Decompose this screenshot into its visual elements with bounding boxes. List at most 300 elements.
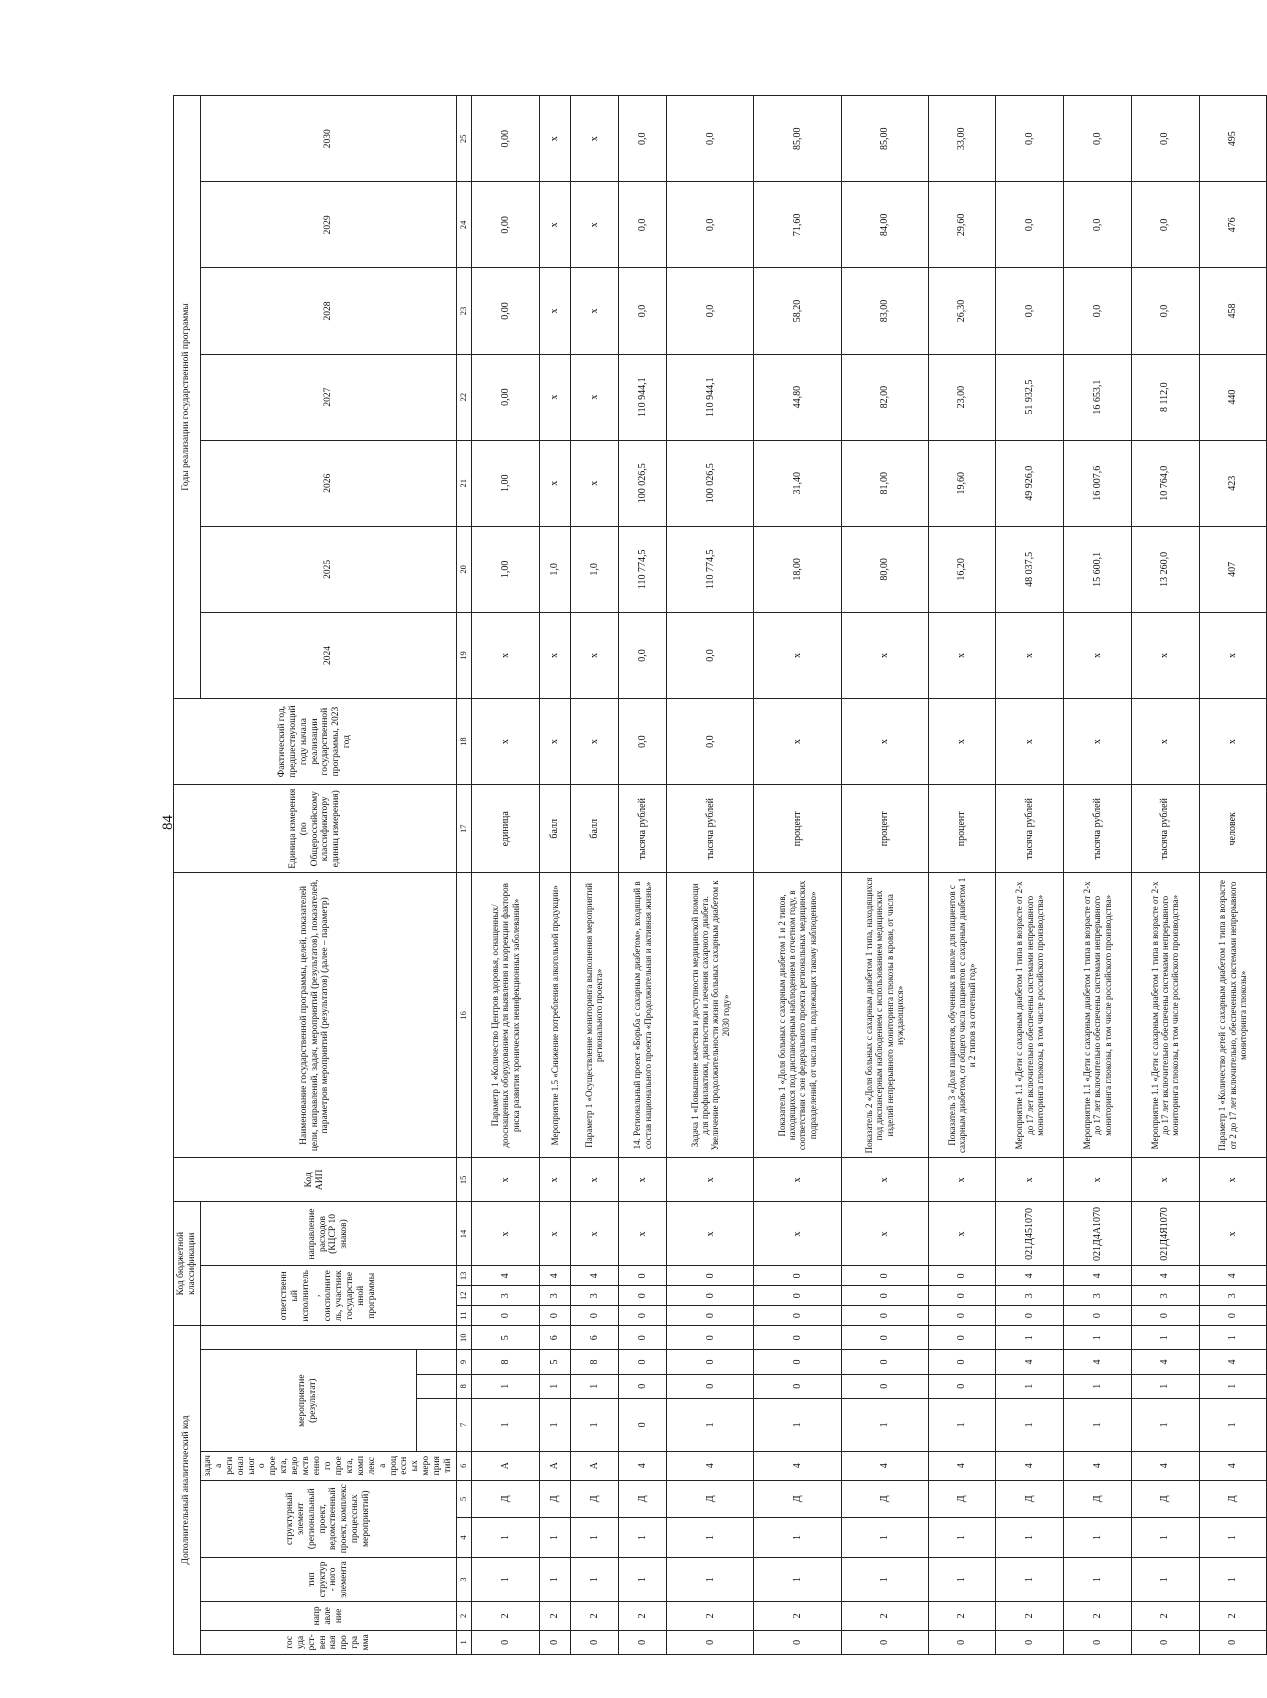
year-value: 33,00	[928, 96, 996, 182]
column-number: 12	[457, 1286, 472, 1306]
year-value: 71,60	[754, 182, 841, 268]
code-cell: х	[1064, 1158, 1132, 1202]
header-measure-sub-1	[416, 1398, 456, 1451]
year-value: х	[570, 440, 618, 526]
row-name: Мероприятие 1.1 «Дети с сахарным диабетом 1 типа в возрасте от 2-х до 17 лет включительно обеспечены системами непрерывного мониторинга глюкозы, в том числе российского производства»	[1131, 873, 1199, 1158]
year-value: 51 932,5	[996, 354, 1064, 440]
header-year-2026: 2026	[200, 440, 456, 526]
code-cell: Д	[472, 1480, 540, 1518]
column-number: 23	[457, 268, 472, 354]
column-number: 20	[457, 526, 472, 612]
year-value: 0,0	[1131, 182, 1199, 268]
row-base-value: х	[472, 699, 540, 785]
code-cell: 1	[570, 1518, 618, 1558]
code-cell: х	[619, 1202, 667, 1266]
row-unit: единица	[472, 785, 540, 873]
code-cell: 4	[1064, 1266, 1132, 1286]
code-cell: А	[570, 1451, 618, 1480]
code-cell: 4	[539, 1266, 570, 1286]
code-cell: 0	[754, 1266, 841, 1286]
code-cell: 8	[570, 1350, 618, 1374]
code-cell: 0	[841, 1266, 928, 1286]
code-cell: Д	[619, 1480, 667, 1518]
code-cell: 0	[539, 1306, 570, 1326]
year-value: 31,40	[754, 440, 841, 526]
code-cell: 4	[1131, 1266, 1199, 1286]
year-value: 0,00	[472, 182, 540, 268]
code-cell: 1	[570, 1557, 618, 1601]
header-gp: государст- венная программа	[200, 1630, 456, 1654]
year-value: 110 944,1	[667, 354, 754, 440]
year-value: 16 653,1	[1064, 354, 1132, 440]
code-cell: 0	[619, 1326, 667, 1350]
code-cell: 1	[996, 1326, 1064, 1350]
code-cell: 0	[1199, 1306, 1267, 1326]
header-base-year: Фактический год, предшествующий году начала реализации государственной программы, 2023 год	[174, 699, 457, 785]
column-number: 6	[457, 1451, 472, 1480]
code-cell: 1	[996, 1518, 1064, 1558]
code-cell: х	[472, 1158, 540, 1202]
year-value: 0,0	[619, 182, 667, 268]
year-value: 0,0	[667, 268, 754, 354]
year-value: 0,00	[472, 268, 540, 354]
code-cell: Д	[667, 1480, 754, 1518]
code-cell: 3	[1131, 1286, 1199, 1306]
header-year-2029: 2029	[200, 182, 456, 268]
code-cell: 4	[1064, 1350, 1132, 1374]
table-row	[1131, 96, 1199, 1655]
code-cell: х	[754, 1202, 841, 1266]
year-value: 0,0	[619, 268, 667, 354]
table-row	[472, 96, 540, 1655]
code-cell: 1	[1064, 1374, 1132, 1398]
year-value: 49 926,0	[996, 440, 1064, 526]
row-base-value: х	[996, 699, 1064, 785]
header-year-2030: 2030	[200, 96, 456, 182]
code-cell: 0	[754, 1286, 841, 1306]
code-cell: 0	[619, 1630, 667, 1654]
header-year-2024: 2024	[200, 612, 456, 698]
row-base-value: 0,0	[667, 699, 754, 785]
row-base-value: 0,0	[619, 699, 667, 785]
code-cell: 2	[667, 1602, 754, 1631]
code-cell: 0	[667, 1374, 754, 1398]
row-name: Мероприятие 1.5 «Снижение потребления алкогольной продукции»	[539, 873, 570, 1158]
code-cell: А	[539, 1451, 570, 1480]
row-base-value: х	[1064, 699, 1132, 785]
year-value: 407	[1199, 526, 1267, 612]
year-value: 26,30	[928, 268, 996, 354]
code-cell: 1	[539, 1557, 570, 1601]
table-row	[570, 96, 618, 1655]
year-value: 84,00	[841, 182, 928, 268]
code-cell: х	[667, 1158, 754, 1202]
row-unit: тысяча рублей	[1064, 785, 1132, 873]
code-cell: 0	[472, 1306, 540, 1326]
code-cell: 3	[539, 1286, 570, 1306]
code-cell: х	[996, 1158, 1064, 1202]
code-cell: 0	[667, 1350, 754, 1374]
year-value: х	[1131, 612, 1199, 698]
code-cell: 4	[1199, 1451, 1267, 1480]
table-row	[996, 96, 1064, 1655]
code-cell: 0	[928, 1326, 996, 1350]
code-cell: 2	[619, 1602, 667, 1631]
code-cell: Д	[570, 1480, 618, 1518]
code-cell: 1	[1064, 1326, 1132, 1350]
row-name: Параметр 1 «Осуществление мониторинга выполнения мероприятий регионального проекта»	[570, 873, 618, 1158]
code-cell: х	[1199, 1158, 1267, 1202]
year-value: 423	[1199, 440, 1267, 526]
column-number: 1	[457, 1630, 472, 1654]
row-name: Параметр 1 «Количество Центров здоровья, оснащенных/дооснащенных оборудованием для выявления и коррекции факторов риска развития хронических неинфекционных заболеваний»	[472, 873, 540, 1158]
column-number: 5	[457, 1480, 472, 1518]
table-row	[754, 96, 841, 1655]
code-cell: 1	[1199, 1518, 1267, 1558]
code-cell: 1	[841, 1398, 928, 1451]
code-cell: 2	[1199, 1602, 1267, 1631]
code-cell: 2	[996, 1602, 1064, 1631]
code-cell: 0	[667, 1286, 754, 1306]
header-aip-code: Код АИП	[174, 1158, 457, 1202]
code-cell: 1	[472, 1374, 540, 1398]
code-cell: х	[472, 1202, 540, 1266]
column-number: 3	[457, 1557, 472, 1601]
code-cell: 0	[928, 1266, 996, 1286]
code-cell: 4	[1131, 1350, 1199, 1374]
header-year-2025: 2025	[200, 526, 456, 612]
code-cell: 1	[472, 1518, 540, 1558]
header-task: задача регионального проекта, ведомственного проекта, комплекса процессных мероприятий	[200, 1451, 456, 1480]
row-base-value: х	[1131, 699, 1199, 785]
year-value: х	[570, 354, 618, 440]
code-cell: 0	[928, 1374, 996, 1398]
code-cell: 1	[754, 1518, 841, 1558]
code-cell: 2	[472, 1602, 540, 1631]
header-row-1	[174, 96, 201, 1655]
code-cell: 1	[619, 1518, 667, 1558]
column-number: 15	[457, 1158, 472, 1202]
code-cell: 1	[754, 1557, 841, 1601]
row-unit: балл	[539, 785, 570, 873]
code-cell: 0	[841, 1326, 928, 1350]
code-cell: 0	[619, 1374, 667, 1398]
row-unit: балл	[570, 785, 618, 873]
code-cell: 1	[841, 1518, 928, 1558]
code-cell: х	[539, 1158, 570, 1202]
code-cell: Д	[1064, 1480, 1132, 1518]
code-cell: 0	[619, 1306, 667, 1326]
code-cell: А	[472, 1451, 540, 1480]
code-cell: 4	[472, 1266, 540, 1286]
column-number: 9	[457, 1350, 472, 1374]
year-value: 0,0	[667, 612, 754, 698]
code-cell: 1	[1131, 1398, 1199, 1451]
header-name: Наименование государственной программы, целей, показателей цели, направлений, задач, мероприятий (результатов), показателей, параметров мероприятий (результатов) (далее – параметр)	[174, 873, 457, 1158]
code-cell: 2	[841, 1602, 928, 1631]
table-row	[928, 96, 996, 1655]
row-name: Показатель 1 «Доля больных с сахарным диабетом 1 и 2 типов, находящихся под диспансерным наблюдением в отчетном году, в соответствии с зон федерального проекта региональных медицинских подразделений, от числа лиц, подлежащих такому наблюдению»	[754, 873, 841, 1158]
row-base-value: х	[928, 699, 996, 785]
code-cell: 1	[1064, 1398, 1132, 1451]
code-cell: 021Д4А1070	[1064, 1202, 1132, 1266]
code-cell: 3	[570, 1286, 618, 1306]
code-cell: 1	[1131, 1518, 1199, 1558]
code-cell: 2	[570, 1602, 618, 1631]
row-name: Параметр 1 «Количество детей с сахарным диабетом 1 типа в возрасте от 2 до 17 лет включительно, обеспеченных системами непрерывного мониторинга глюкозы»	[1199, 873, 1267, 1158]
row-name: Задача 1 «Повышение качества и доступности медицинской помощи для профилактики, диагностики и лечения сахарного диабета. Увеличение продолжительности жизни больных сахарным диабетом к 2030 году»	[667, 873, 754, 1158]
code-cell: 0	[754, 1326, 841, 1350]
code-cell: 4	[619, 1451, 667, 1480]
code-cell: 0	[667, 1630, 754, 1654]
year-value: 100 026,5	[667, 440, 754, 526]
code-cell: 1	[619, 1557, 667, 1601]
rotated-table-container	[173, 95, 1249, 1655]
row-unit: процент	[841, 785, 928, 873]
year-value: 29,60	[928, 182, 996, 268]
code-cell: 0	[619, 1286, 667, 1306]
code-cell: 0	[619, 1350, 667, 1374]
table-row	[1199, 96, 1267, 1655]
code-cell: 3	[996, 1286, 1064, 1306]
code-cell: х	[841, 1158, 928, 1202]
code-cell: х	[619, 1158, 667, 1202]
year-value: 0,0	[667, 182, 754, 268]
code-cell: 1	[1064, 1557, 1132, 1601]
year-value: х	[539, 354, 570, 440]
code-cell: 1	[928, 1398, 996, 1451]
code-cell: 0	[754, 1350, 841, 1374]
column-number: 24	[457, 182, 472, 268]
code-cell: 0	[570, 1306, 618, 1326]
code-cell: 4	[570, 1266, 618, 1286]
header-struct-element: структурный элемент (региональный проект, ведомственный проект, комплекс процессных мероприятий)	[200, 1480, 456, 1557]
year-value: х	[754, 612, 841, 698]
header-year-2027: 2027	[200, 354, 456, 440]
header-budget-code: Код бюджетной классификации	[174, 1202, 201, 1326]
year-value: 0,0	[1064, 96, 1132, 182]
code-cell: 4	[1064, 1451, 1132, 1480]
year-value: х	[539, 268, 570, 354]
code-cell: 1	[570, 1398, 618, 1451]
code-cell: 4	[1131, 1451, 1199, 1480]
code-cell: 0	[996, 1630, 1064, 1654]
code-cell: 1	[1199, 1374, 1267, 1398]
header-empty-cell	[200, 1326, 456, 1350]
year-value: 15 600,1	[1064, 526, 1132, 612]
header-type-struct: тип структур- ного элемента	[200, 1557, 456, 1601]
row-unit: тысяча рублей	[619, 785, 667, 873]
code-cell: 0	[841, 1374, 928, 1398]
code-cell: Д	[928, 1480, 996, 1518]
year-value: 0,00	[472, 96, 540, 182]
code-cell: 0	[1064, 1306, 1132, 1326]
code-cell: 4	[928, 1451, 996, 1480]
code-cell: 4	[996, 1266, 1064, 1286]
row-unit: человек	[1199, 785, 1267, 873]
year-value: 110 944,1	[619, 354, 667, 440]
year-value: 0,0	[996, 268, 1064, 354]
code-cell: 0	[996, 1306, 1064, 1326]
year-value: 0,0	[1064, 268, 1132, 354]
code-cell: 0	[841, 1286, 928, 1306]
column-number: 13	[457, 1266, 472, 1286]
code-cell: Д	[1131, 1480, 1199, 1518]
code-cell: 0	[1131, 1630, 1199, 1654]
year-value: х	[928, 612, 996, 698]
code-cell: х	[539, 1202, 570, 1266]
year-value: 0,0	[667, 96, 754, 182]
code-cell: 1	[996, 1374, 1064, 1398]
code-cell: 0	[1199, 1630, 1267, 1654]
code-cell: 2	[539, 1602, 570, 1631]
code-cell: 1	[841, 1557, 928, 1601]
year-value: х	[841, 612, 928, 698]
code-cell: 1	[667, 1557, 754, 1601]
year-value: 0,0	[619, 96, 667, 182]
year-value: 23,00	[928, 354, 996, 440]
header-executor: ответственный исполнитель, соисполнитель, участник государственной программы	[200, 1266, 456, 1326]
year-value: 100 026,5	[619, 440, 667, 526]
code-cell: 021Д451070	[996, 1202, 1064, 1266]
code-cell: 0	[841, 1350, 928, 1374]
code-cell: 2	[1131, 1602, 1199, 1631]
code-cell: 3	[1064, 1286, 1132, 1306]
year-value: х	[570, 612, 618, 698]
column-number: 11	[457, 1306, 472, 1326]
code-cell: 1	[754, 1398, 841, 1451]
code-cell: 1	[472, 1398, 540, 1451]
column-number: 14	[457, 1202, 472, 1266]
year-value: 82,00	[841, 354, 928, 440]
year-value: 48 037,5	[996, 526, 1064, 612]
code-cell: 4	[996, 1350, 1064, 1374]
year-value: 19,60	[928, 440, 996, 526]
code-cell: 6	[539, 1326, 570, 1350]
header-expense-direction: направление расходов (КЦСР 10 знаков)	[200, 1202, 456, 1266]
header-measure-sub-2	[416, 1374, 456, 1398]
page-number: 84	[160, 815, 176, 830]
code-cell: х	[570, 1158, 618, 1202]
code-cell: 0	[619, 1398, 667, 1451]
year-value: 0,0	[996, 182, 1064, 268]
code-cell: Д	[539, 1480, 570, 1518]
program-table	[173, 95, 1267, 1655]
column-number: 16	[457, 873, 472, 1158]
code-cell: х	[1199, 1202, 1267, 1266]
year-value: х	[996, 612, 1064, 698]
row-name: Показатель 3 «Доля пациентов, обученных в школе для пациентов с сахарным диабетом, от общего числа пациентов с сахарным диабетом 1 и 2 типов за отчетный год»	[928, 873, 996, 1158]
column-number: 8	[457, 1374, 472, 1398]
row-name: 14. Региональный проект «Борьба с сахарным диабетом», входящий в состав национального проекта «Продолжительная и активная жизнь»	[619, 873, 667, 1158]
code-cell: х	[570, 1202, 618, 1266]
header-years-group: Годы реализации государственной программы	[174, 96, 201, 699]
code-cell: 4	[667, 1451, 754, 1480]
code-cell: 0	[1131, 1306, 1199, 1326]
code-cell: 0	[928, 1630, 996, 1654]
year-value: 8 112,0	[1131, 354, 1199, 440]
year-value: х	[539, 440, 570, 526]
code-cell: 4	[754, 1451, 841, 1480]
year-value: 0,00	[472, 354, 540, 440]
year-value: х	[570, 182, 618, 268]
row-unit: тысяча рублей	[1131, 785, 1199, 873]
code-cell: 021Д4Я1070	[1131, 1202, 1199, 1266]
year-value: 81,00	[841, 440, 928, 526]
year-value: 18,00	[754, 526, 841, 612]
year-value: 58,20	[754, 268, 841, 354]
table-row	[667, 96, 754, 1655]
year-value: 476	[1199, 182, 1267, 268]
code-cell: 4	[1199, 1266, 1267, 1286]
table-row	[619, 96, 667, 1655]
column-number: 25	[457, 96, 472, 182]
year-value: 44,80	[754, 354, 841, 440]
code-cell: 0	[754, 1306, 841, 1326]
year-value: 16,20	[928, 526, 996, 612]
code-cell: 0	[754, 1374, 841, 1398]
column-number: 18	[457, 699, 472, 785]
code-cell: 5	[472, 1326, 540, 1350]
header-direction: направление	[200, 1602, 456, 1631]
code-cell: 1	[996, 1557, 1064, 1601]
code-cell: 0	[1064, 1630, 1132, 1654]
row-base-value: х	[1199, 699, 1267, 785]
code-cell: 0	[928, 1350, 996, 1374]
code-cell: 1	[1199, 1398, 1267, 1451]
header-year-2028: 2028	[200, 268, 456, 354]
code-cell: 1	[1199, 1326, 1267, 1350]
code-cell: 8	[472, 1350, 540, 1374]
code-cell: 2	[1064, 1602, 1132, 1631]
code-cell: 0	[928, 1286, 996, 1306]
year-value: 495	[1199, 96, 1267, 182]
code-cell: 0	[667, 1306, 754, 1326]
code-cell: 1	[996, 1398, 1064, 1451]
year-value: х	[472, 612, 540, 698]
year-value: х	[1064, 612, 1132, 698]
code-cell: 1	[667, 1518, 754, 1558]
code-cell: 1	[1199, 1557, 1267, 1601]
code-cell: Д	[841, 1480, 928, 1518]
code-cell: 1	[1131, 1374, 1199, 1398]
header-measure-sub-3	[416, 1350, 456, 1374]
year-value: х	[539, 96, 570, 182]
year-value: 458	[1199, 268, 1267, 354]
year-value: 16 007,6	[1064, 440, 1132, 526]
code-cell: 1	[1064, 1518, 1132, 1558]
year-value: 80,00	[841, 526, 928, 612]
year-value: 440	[1199, 354, 1267, 440]
code-cell: 1	[928, 1557, 996, 1601]
code-cell: 2	[928, 1602, 996, 1631]
code-cell: 3	[472, 1286, 540, 1306]
row-name: Показатель 2 «Доля больных с сахарным диабетом 1 типа, находящихся под диспансерным наблюдением с использованием медицинских изделий непрерывного мониторинга глюкозы в крови, от числа нуждающихся»	[841, 873, 928, 1158]
code-cell: 0	[619, 1266, 667, 1286]
table-row	[841, 96, 928, 1655]
year-value: 85,00	[754, 96, 841, 182]
year-value: 110 774,5	[619, 526, 667, 612]
year-value: х	[539, 182, 570, 268]
year-value: 1,00	[472, 526, 540, 612]
table-row	[1064, 96, 1132, 1655]
code-cell: 4	[841, 1451, 928, 1480]
code-cell: х	[928, 1202, 996, 1266]
code-cell: Д	[1199, 1480, 1267, 1518]
code-cell: 1	[928, 1518, 996, 1558]
row-base-value: х	[539, 699, 570, 785]
code-cell: 0	[667, 1326, 754, 1350]
